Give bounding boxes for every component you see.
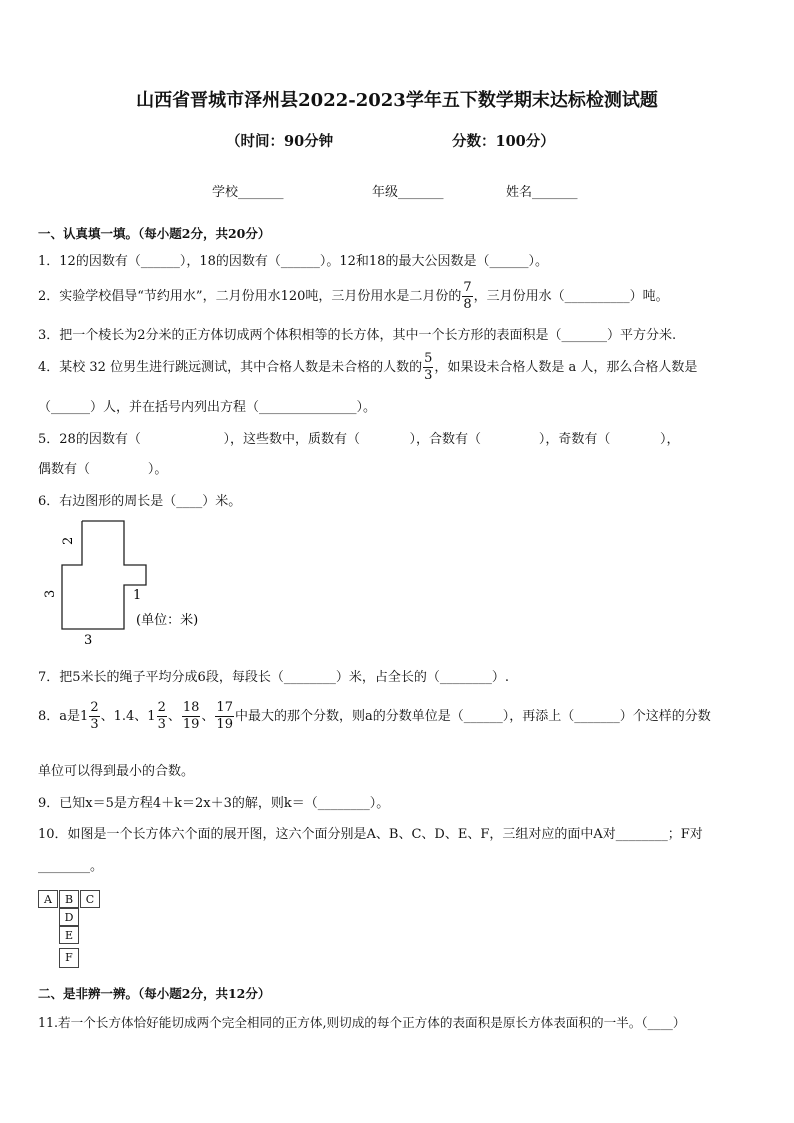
q4-fraction (423, 351, 433, 384)
q8-sep-1: 、1.4、 (100, 709, 148, 724)
q8-mixed-2-whole: 1 (147, 709, 156, 724)
school-field: 学校_______ (212, 185, 284, 200)
page-title: 山西省晋城市泽州县2022-2023学年五下数学期末达标检测试题 (136, 90, 658, 111)
q8-mixed-2 (147, 700, 168, 733)
q8-sep-3: 、 (201, 709, 215, 724)
q8-fraction-3-numerator: 18 (182, 700, 200, 715)
question-8-line-2: 单位可以得到最小的合数。 (38, 764, 195, 779)
question-9: 9．已知x＝5是方程4＋k＝2x＋3的解，则k＝（________）。 (38, 796, 390, 811)
question-10-line-2: ________。 (38, 859, 104, 874)
q8-mixed-1-whole: 1 (80, 709, 89, 724)
q8-fraction-3 (182, 700, 201, 733)
q2-fraction-denominator: 8 (463, 297, 472, 312)
q4-fraction-denominator: 3 (424, 368, 433, 383)
q2-fraction-numerator: 7 (463, 280, 472, 295)
name-field: 姓名_______ (506, 185, 578, 200)
q2-text-b: ，三月份用水（__________）吨。 (473, 289, 669, 304)
q2-text-a: 2．实验学校倡导“节约用水”，二月份用水120吨，三月份用水是二月份的 (38, 289, 462, 304)
q4-text-b: ，如果设未合格人数是 a 人，那么合格人数是 (434, 360, 698, 375)
question-6: 6．右边图形的周长是（____）米。 (38, 494, 242, 509)
exam-score: 分数：100分） (452, 133, 555, 150)
q8-sep-2: 、 (167, 709, 181, 724)
q6-label-3-left: 3 (43, 589, 58, 598)
q8-fraction-4-denominator: 19 (216, 717, 233, 732)
net-face-b: B (59, 890, 79, 908)
q8-mixed-1-denominator: 3 (90, 717, 99, 732)
net-face-a: A (38, 890, 58, 908)
q8-mixed-2-numerator: 2 (157, 700, 166, 715)
section-2-heading: 二、是非辨一辨。（每小题2分，共12分） (38, 986, 271, 1001)
net-face-d: D (59, 908, 79, 926)
q6-unit-label: (单位：米) (136, 613, 199, 628)
q8-mixed-2-denominator: 3 (157, 717, 166, 732)
q8-fraction-4 (215, 700, 234, 733)
question-8 (38, 700, 711, 733)
net-face-f: F (59, 948, 79, 968)
q6-label-3-bottom: 3 (84, 633, 93, 648)
question-7: 7．把5米长的绳子平均分成6段，每段长（________）米，占全长的（________）. (38, 670, 509, 685)
q8-text-a: 8．a是 (38, 709, 81, 724)
question-4-line-2: （______）人，并在括号内列出方程（_______________）。 (38, 400, 377, 415)
question-10: 10．如图是一个长方体六个面的展开图，这六个面分别是A、B、C、D、E、F，三组对应的面中A对________；F对 (38, 827, 703, 842)
q8-mixed-2-fraction (157, 700, 167, 733)
q4-text-a: 4．某校 32 位男生进行跳远测试，其中合格人数是未合格的人数的 (38, 360, 423, 375)
question-5-line-2: 偶数有（ ）。 (38, 462, 168, 477)
q2-fraction (462, 280, 472, 313)
net-face-c: C (80, 890, 100, 908)
q4-fraction-numerator: 5 (424, 351, 433, 366)
exam-time: （时间：90分钟 (226, 133, 334, 150)
q8-mixed-1-fraction (89, 700, 99, 733)
section-1-heading: 一、认真填一填。（每小题2分，共20分） (38, 226, 271, 241)
q6-label-1: 1 (133, 588, 142, 603)
question-1: 1．12的因数有（______），18的因数有（______）。12和18的最大公因数是（______）。 (38, 254, 548, 269)
q8-text-b: 中最大的那个分数，则a的分数单位是（______），再添上（_______）个这样的分数 (234, 709, 711, 724)
question-5: 5．28的因数有（ ），这些数中，质数有（ ），合数有（ ），奇数有（ ）， (38, 432, 680, 447)
question-4 (38, 351, 697, 384)
net-face-e: E (59, 926, 79, 944)
q8-mixed-1-numerator: 2 (90, 700, 99, 715)
question-3: 3．把一个棱长为2分米的正方体切成两个体积相等的长方体，其中一个长方形的表面积是（_______）平方分米. (38, 328, 677, 343)
q6-figure (38, 515, 228, 650)
q10-net-figure (38, 890, 108, 972)
q8-mixed-1 (80, 700, 101, 733)
q6-label-2: 2 (61, 536, 76, 545)
q8-fraction-3-denominator: 19 (182, 717, 200, 732)
q8-fraction-4-numerator: 17 (216, 700, 233, 715)
question-11: 11.若一个长方体恰好能切成两个完全相同的正方体,则切成的每个正方体的表面积是原长方体表面积的一半。（____） (38, 1015, 686, 1030)
question-2 (38, 280, 669, 313)
grade-field: 年级_______ (372, 185, 444, 200)
